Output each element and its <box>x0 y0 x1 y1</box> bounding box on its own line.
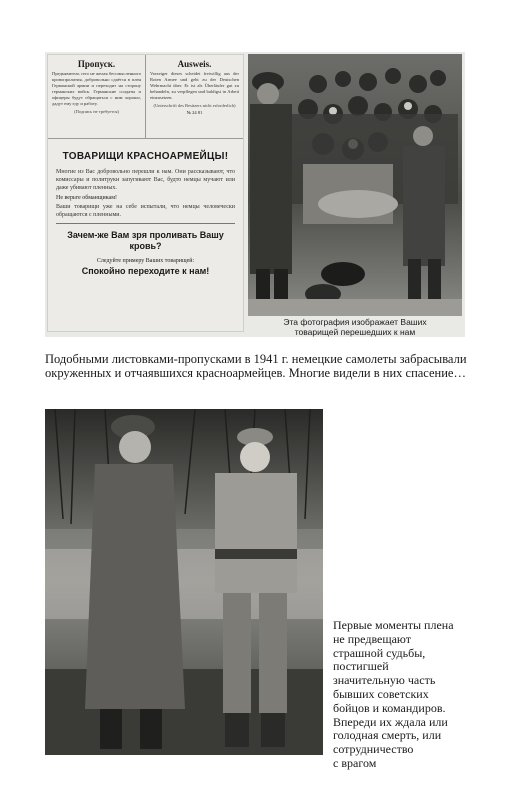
caption-captivity <box>333 619 473 771</box>
caption-captivity-line: значительную часть <box>333 673 436 688</box>
leaflet-body <box>48 139 243 284</box>
leaflet-final-line: Спокойно переходите к нам! <box>81 266 210 276</box>
caption-captivity-line: постигшей <box>333 659 389 674</box>
caption-captivity-line: страшной судьбы, <box>333 645 426 660</box>
leaflet-number: № 24 81 <box>186 110 203 115</box>
leaflet-ausweis-text: Vorzeiger dieses scheidet freiwillig aus der Roten Armee und geht zu der Deutschen Wehrmacht über. Er ist als Überläufer gut zu behandeln, zu verpflegen und baldigst in Arbeit einzusetzen. <box>150 71 239 100</box>
leaflet-ausweis-signature-note: (Unterschrift des Besitzers nicht erforderlich) <box>153 103 236 108</box>
leaflet-divider <box>56 223 235 224</box>
leaflet-pass-russian <box>48 55 145 138</box>
photo-two-soldiers <box>45 409 323 755</box>
leaflet-warning: Не верьте обманщикам! <box>56 195 117 201</box>
photo-prisoners-group <box>248 54 462 316</box>
leaflet-pass-title: Пропуск. <box>77 59 116 69</box>
leaflet-body-text-2: Ваши товарищи уже на себе испытали, что немцы человечески обращаются с пленными. <box>56 204 235 218</box>
photo1-caption-line1: Эта фотография изображает Ваших <box>283 317 427 327</box>
caption-captivity-line: Первые моменты плена <box>333 618 454 632</box>
caption-captivity-line: не предвещают <box>333 631 411 646</box>
leaflet-body-text: Многие из Вас добровольно перешли к нам. Они рассказывают, что комиссары и политруки запугивают Вас, будто немцы мучают или даже убивают пленных. <box>56 169 235 191</box>
caption-leaflets: Подобными листовками-пропусками в 1941 г. немецкие самолеты забрасывали окруженных и отчаявшихся красноармейцев. Многие видели в них спасение… <box>45 352 467 380</box>
caption-captivity-line: голодная смерть, или <box>333 728 442 743</box>
leaflet-question: Зачем-же Вам зря проливать Вашу кровь? <box>67 230 224 251</box>
propaganda-leaflet <box>47 54 244 332</box>
caption-captivity-line: сотрудничество <box>333 742 414 757</box>
leaflet-main-title: ТОВАРИЩИ КРАСНОАРМЕЙЦЫ! <box>62 151 229 162</box>
caption-captivity-line: бывших советских <box>333 686 429 701</box>
leaflet-ausweis-title: Ausweis. <box>177 59 212 69</box>
leaflet-header <box>48 55 243 139</box>
top-illustration <box>45 52 465 337</box>
leaflet-follow-line: Следуйте примеру Ваших товарищей: <box>96 258 195 264</box>
photo1-caption-line2: товарищей перешедших к нам <box>294 327 416 337</box>
leaflet-pass-text: Предъявитель сего не желая бессмысленного кровопролития, добровольно сдаётся в плен Германской армии и переходит на сторону германских войск. Германские солдаты и офицеры будут обращаться с ним хорошо, дадут ему еду и работу. <box>52 71 141 106</box>
leaflet-pass-german <box>145 55 243 138</box>
photo-prisoners-image <box>248 54 462 316</box>
leaflet-pass-signature-note: (Подпись не требуется) <box>74 109 119 114</box>
caption-captivity-line: Впереди их ждала или <box>333 714 448 729</box>
photo-soldiers-image <box>45 409 323 755</box>
photo1-caption <box>248 317 462 337</box>
caption-captivity-line: бойцов и командиров. <box>333 700 446 715</box>
caption-captivity-line: с врагом <box>333 755 377 770</box>
